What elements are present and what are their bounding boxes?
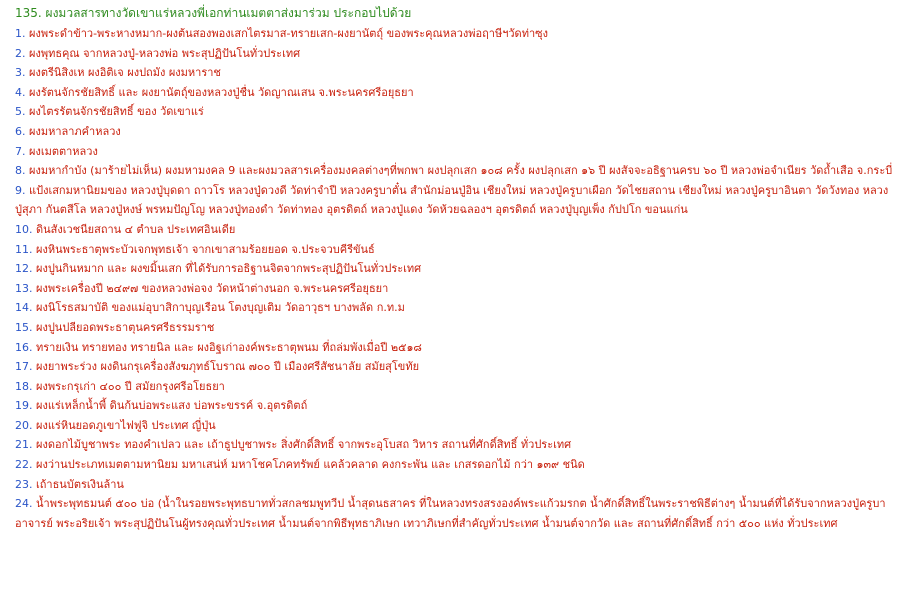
item-number: 14. bbox=[15, 301, 33, 315]
item-text: ผงปูนปลียอดพระธาตุนครศรีธรรมราช bbox=[36, 320, 215, 334]
list-item bbox=[15, 494, 893, 533]
page-title: 135. ผงมวลสารทางวัดเขาแร่หลวงพี่เอกท่านเมตตาส่งมาร่วม ประกอบไปด้วย bbox=[15, 6, 412, 20]
item-text: ผงมหาลาภคำหลวง bbox=[29, 124, 121, 138]
item-number: 17. bbox=[15, 360, 33, 374]
list-item bbox=[15, 122, 915, 142]
item-number: 15. bbox=[15, 320, 33, 334]
item-number: 4. bbox=[15, 85, 26, 99]
item-number: 24. bbox=[15, 497, 33, 511]
item-text: ผงปูนกินหมาก และ ผงขมิ้นเสก ที่ได้รับการอธิฐานจิตจากพระสุปฏิปันโนทั่วประเทศ bbox=[36, 262, 422, 276]
item-text: ผงเมตตาหลวง bbox=[29, 144, 98, 158]
list-item bbox=[15, 338, 915, 358]
item-text: ผงพุทธคุณ จากหลวงปู่-หลวงพ่อ พระสุปฏิปันโนทั่วประเทศ bbox=[29, 46, 301, 60]
item-number: 10. bbox=[15, 222, 33, 236]
list-item bbox=[15, 416, 915, 436]
list-item bbox=[15, 142, 915, 162]
ingredient-list bbox=[15, 24, 915, 533]
item-number: 22. bbox=[15, 458, 33, 472]
item-text: ผงมหากำบัง (มาร้ายไม่เห็น) ผงมหามงคล 9 และผงมวลสารเครื่องมงคลต่างๆที่พกพา ผงปลุกเสก ๑๐๘ ครั้ง ผงปลุกเสก ๑๖ ปี ผงสัจจะอธิฐานครบ ๖๐ ปี หลวงพ่อจำเนียร วัดถ้ำเสือ จ.กระบี่ bbox=[29, 164, 893, 178]
item-number: 11. bbox=[15, 242, 33, 256]
list-item bbox=[15, 318, 915, 338]
item-text: ผงยาพระร่วง ผงดินกรุเครื่องสังฆภุทธ์โบราณ ๗๐๐ ปี เมืองศรีสัชนาลัย สมัยสุโขทัย bbox=[36, 360, 420, 374]
item-text: ผงดอกไม้บูชาพระ ทองคำเปลว และ เถ้าธูปบูชาพระ สิ่งศักดิ์สิทธิ์ จากพระอุโบสถ วิหาร สถานที่ศักดิ์สิทธิ์ ทั่วประเทศ bbox=[36, 438, 572, 452]
item-text: ผงพระดำข้าว-พระหางหมาก-ผงต้นสองพองเสกไตรมาส-ทรายเสก-ผงยานัตถุ์ ของพระคุณหลวงพ่อฤาษีฯวัดท่าซุง bbox=[29, 27, 548, 40]
item-number: 13. bbox=[15, 281, 33, 295]
item-number: 23. bbox=[15, 477, 33, 491]
item-text: ผงรัตนจักรชัยสิทธิ์ และ ผงยานัตถุ์ของหลวงปู่ชื่น วัดญาณเสน จ.พระนครศรีอยุธยา bbox=[29, 85, 414, 99]
item-text: ผงแร่หินยอดภูเขาไฟฟูจิ ประเทศ ญี่ปุ่น bbox=[36, 418, 216, 432]
item-text: ผงพระกรุเก่า ๔๐๐ ปี สมัยกรุงศรีอโยธยา bbox=[36, 379, 225, 393]
item-number: 7. bbox=[15, 144, 26, 158]
list-item bbox=[15, 259, 915, 279]
item-text: ผงนิโรธสมาบัติ ของแม่อุบาสิกาบุญเรือน โตงบุญเติม วัดอาวุธฯ บางพลัด ก.ท.ม bbox=[36, 301, 405, 315]
list-item bbox=[15, 357, 915, 377]
item-number: 20. bbox=[15, 418, 33, 432]
item-number: 9. bbox=[15, 183, 26, 197]
item-text: ผงตรีนิสิงเห ผงอิติเจ ผงปถมัง ผงมหาราช bbox=[29, 66, 221, 80]
item-text: ผงแร่เหล็กน้ำพี้ ดินก้นบ่อพระแสง บ่อพระขรรค์ จ.อุตรดิตถ์ bbox=[36, 399, 308, 413]
list-item bbox=[15, 435, 915, 455]
item-text: ทรายเงิน ทรายทอง ทรายนิล และ ผงอิฐเก่าองค์พระธาตุพนม ที่ถล่มพังเมื่อปี ๒๕๑๘ bbox=[36, 340, 422, 354]
item-text: ผงว่านประเภทเมตตามหานิยม มหาเสน่ห์ มหาโชคโภคทรัพย์ แคล้วคลาด คงกระพัน และ เกสรดอกไม้ กว่า ๑๓๙ ชนิด bbox=[36, 458, 585, 472]
item-number: 16. bbox=[15, 340, 33, 354]
list-item bbox=[15, 24, 915, 44]
item-number: 21. bbox=[15, 438, 33, 452]
list-item bbox=[15, 63, 915, 83]
item-number: 8. bbox=[15, 164, 26, 178]
list-item bbox=[15, 396, 915, 416]
item-number: 5. bbox=[15, 105, 26, 119]
list-item bbox=[15, 161, 893, 181]
item-number: 18. bbox=[15, 379, 33, 393]
item-number: 6. bbox=[15, 124, 26, 138]
list-item bbox=[15, 298, 915, 318]
list-item bbox=[15, 44, 915, 64]
item-text: น้ำพระพุทธมนต์ ๕๐๐ บ่อ (น้ำในรอยพระพุทธบาททั่วสกลชมพูทวีป น้ำสุดนธสาคร ที่ในหลวงทรงสรงองค์พระแก้วมรกต น้ำศักดิ์สิทธิ์ในพระราชพิธีต่างๆ น้ำมนต์ที่ได้รับจากหลวงปู่ครูบาอาจารย์ พระอริยเจ้า พระสุปฏิปันโนผู้ทรงคุณทั่วประเทศ น้ำมนต์จากพิธีพุทธาภิเษก เทวาภิเษกที่สำคัญทั่วประเทศ น้ำมนต์จากวัด และ สถานที่ศักดิ์สิทธิ์ กว่า ๕๐๐ แห่ง ทั่วประเทศ bbox=[15, 497, 886, 530]
item-text: เถ้าธนบัตรเงินล้าน bbox=[36, 477, 124, 491]
list-item bbox=[15, 181, 893, 220]
item-text: แป้งเสกมหานิยมของ หลวงปู่บุดดา ถาวโร หลวงปู่ดวงดี วัดท่าจำปี หลวงครูบาตั๋น สำนักม่อนปู่อิน เชียงใหม่ หลวงปู่ครูบาเผือก วัดไชยสถาน เชียงใหม่ หลวงปู่ครูบาอินตา วัดวังทอง หลวงปู่สุภา กันตสีโล หลวงปู่หงษ์ พรหมปัญโญ หลวงปู่ทองดำ วัดท่าทอง อุตรดิตถ์ หลวงปู่แดง วัดห้วยฉลองฯ อุตรดิตถ์ หลวงปู่บุญเพ็ง กัปปโก ขอนแก่น bbox=[15, 183, 889, 217]
list-item bbox=[15, 377, 915, 397]
list-item bbox=[15, 455, 915, 475]
item-text: ผงพระเครื่องปี ๒๔๙๗ ของหลวงพ่อจง วัดหน้าต่างนอก จ.พระนครศรีอยุธยา bbox=[36, 281, 389, 295]
item-number: 12. bbox=[15, 262, 33, 276]
list-item bbox=[15, 102, 915, 122]
list-item bbox=[15, 83, 915, 103]
list-item bbox=[15, 475, 915, 495]
list-item bbox=[15, 279, 915, 299]
item-text: ผงไตรรัตนจักรชัยสิทธิ์ ของ วัดเขาแร่ bbox=[29, 105, 204, 119]
item-number: 19. bbox=[15, 399, 33, 413]
item-number: 1. bbox=[15, 27, 26, 40]
item-text: ผงหินพระธาตุพระบัวเจกพุทธเจ้า จากเขาสามร้อยยอด จ.ประจวบคีรีขันธ์ bbox=[36, 242, 375, 256]
item-text: ดินสังเวชนียสถาน ๔ ตำบล ประเทศอินเดีย bbox=[36, 222, 236, 236]
list-item bbox=[15, 240, 915, 260]
item-number: 2. bbox=[15, 46, 26, 60]
list-item bbox=[15, 220, 915, 240]
item-number: 3. bbox=[15, 66, 26, 80]
